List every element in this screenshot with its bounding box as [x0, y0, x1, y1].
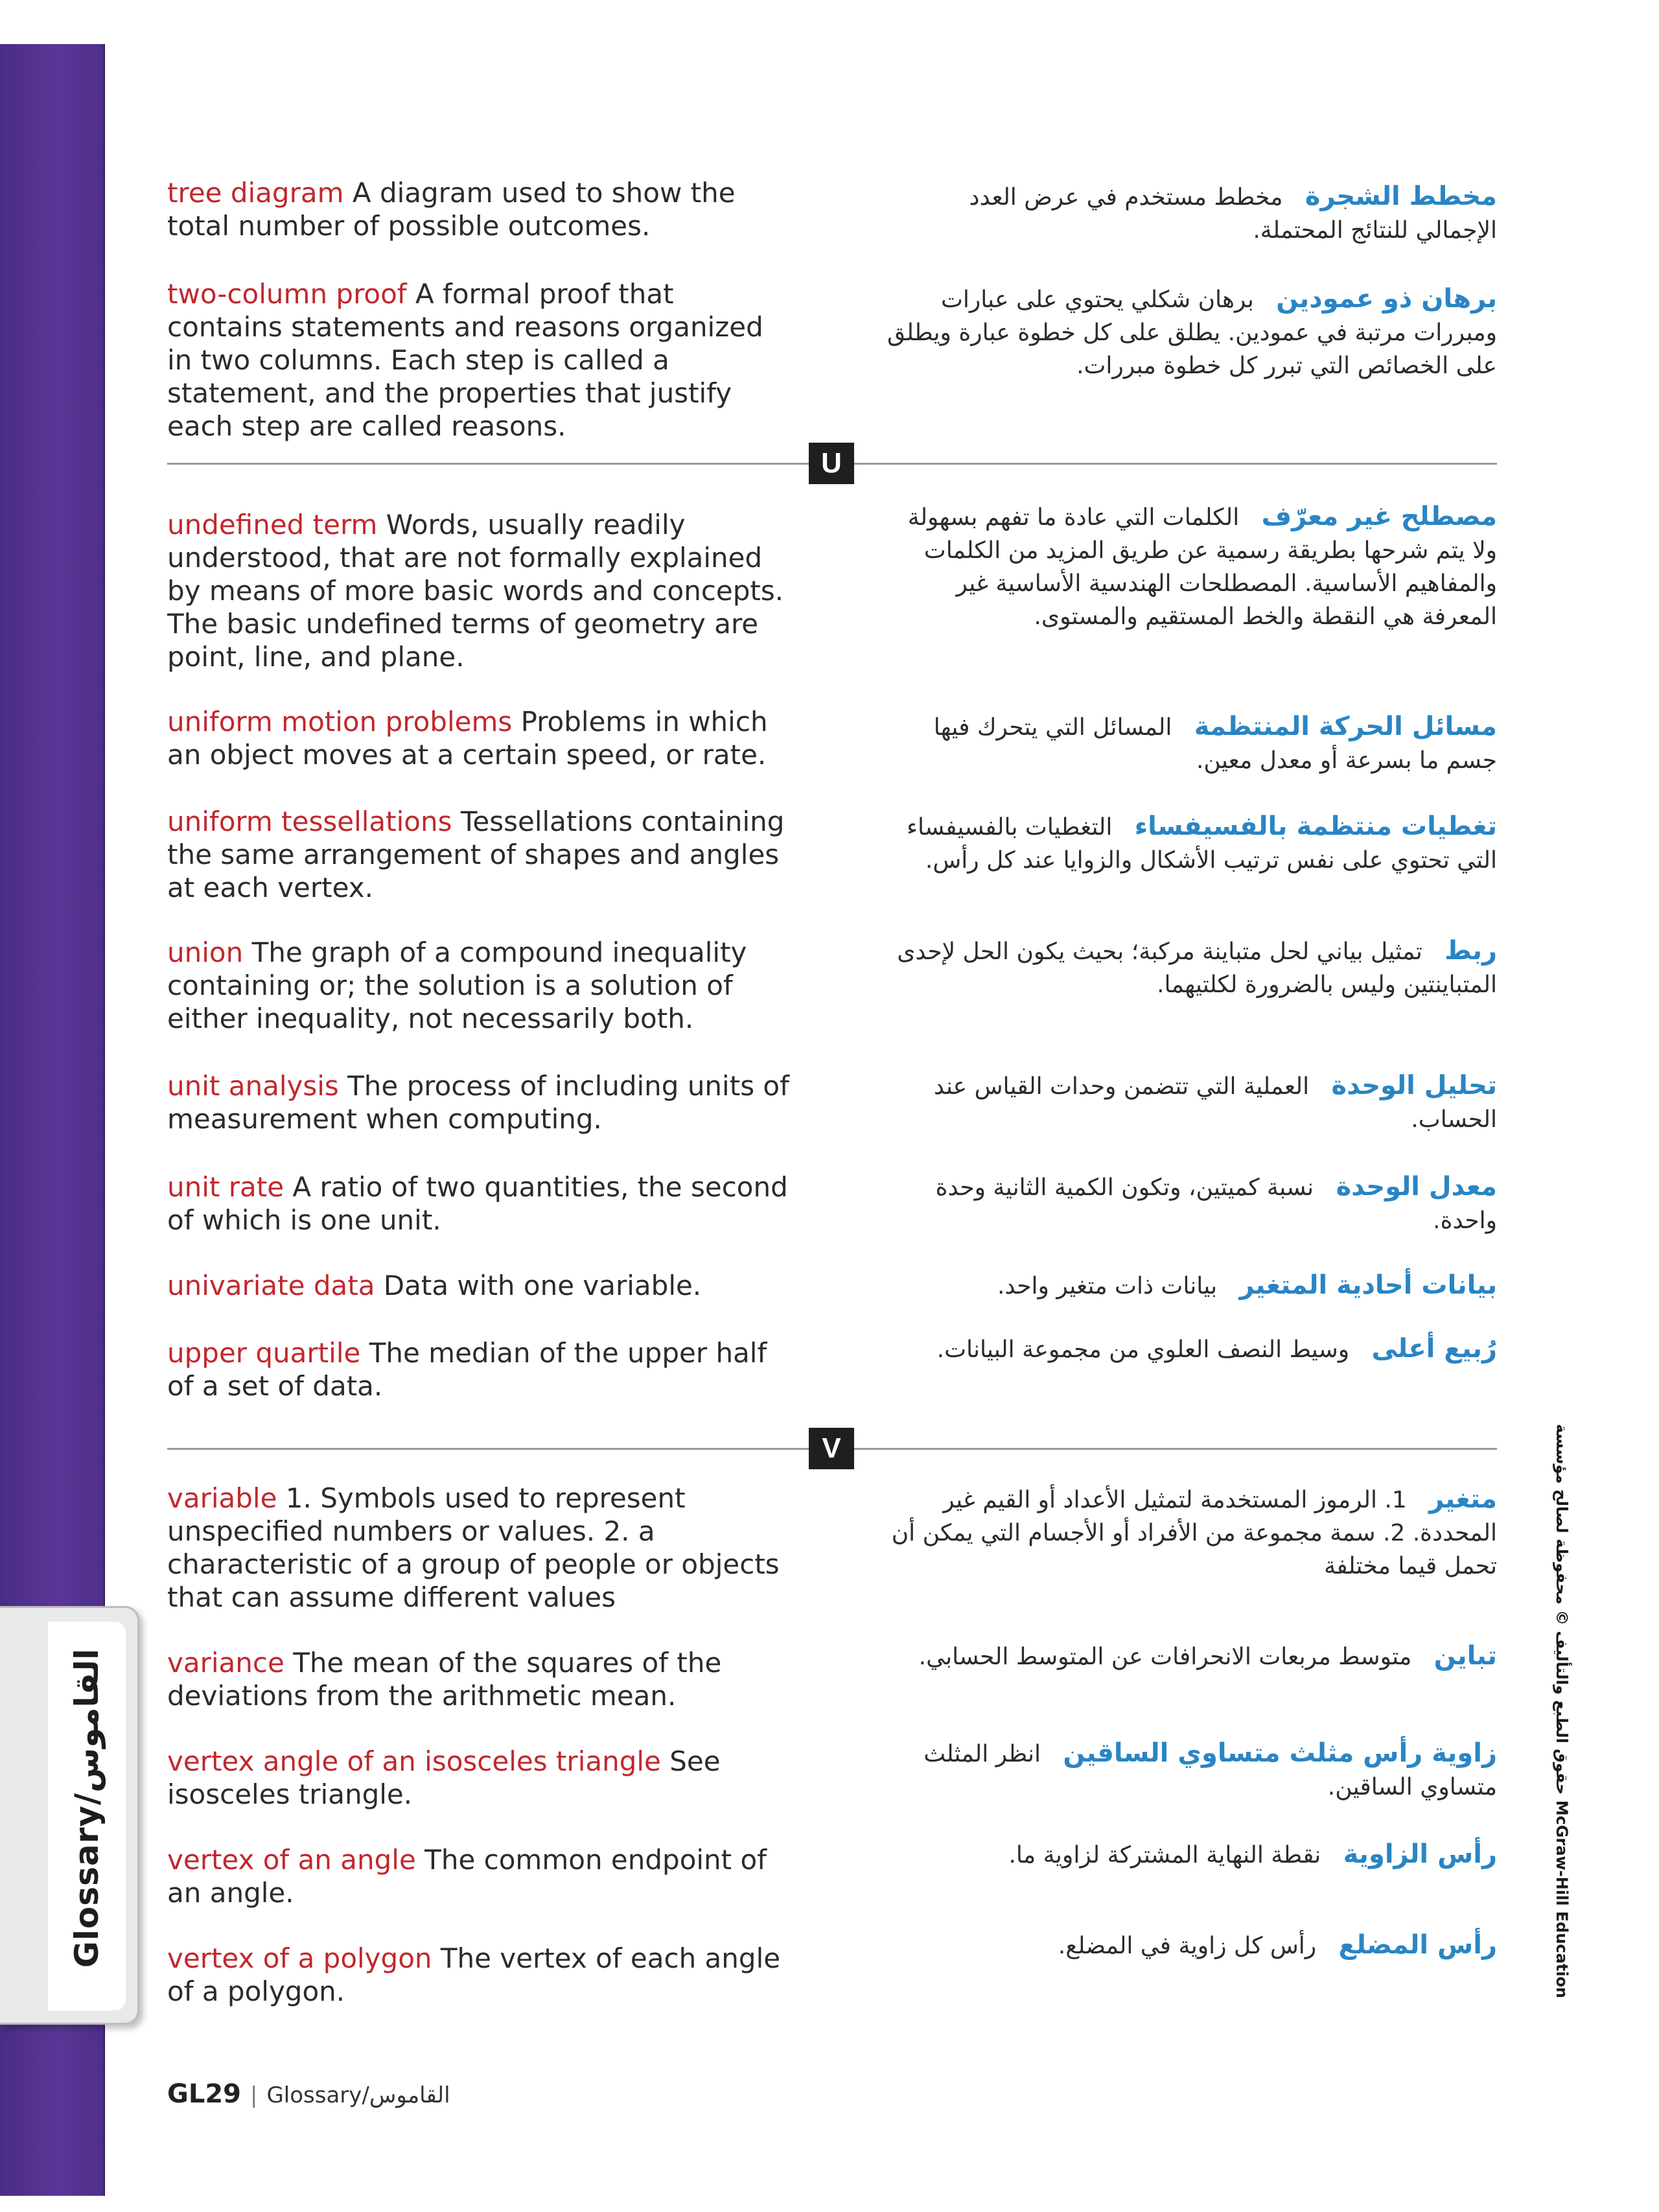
glossary-entry-en — [167, 1069, 796, 1135]
glossary-entry-en — [167, 1269, 796, 1302]
glossary-entry-ar — [881, 810, 1497, 877]
entry-term-ar: تحليل الوحدة — [1331, 1071, 1497, 1100]
entry-term: unit rate — [167, 1171, 284, 1203]
entry-definition: Tessellations containing the same arrangement of shapes and angles at each vertex. — [167, 806, 785, 903]
entry-definition-ar: برهان شكلي يحتوي على عبارات ومبررات مرتبة في عمودين. يطلق على كل خطوة عبارة ويطلق على الخصائص التي تبرر كل خطوة مبررات. — [887, 286, 1497, 379]
entry-term-ar: رأس المضلع — [1338, 1930, 1497, 1960]
glossary-entry-ar — [881, 1333, 1497, 1366]
entry-definition-ar: وسيط النصف العلوي من مجموعة البيانات. — [936, 1336, 1350, 1363]
glossary-entry-en — [167, 508, 796, 673]
glossary-entry-en — [167, 805, 796, 904]
entry-definition: A diagram used to show the total number of possible outcomes. — [167, 177, 736, 242]
entry-definition: The vertex of each angle of a polygon. — [167, 1942, 781, 2007]
entry-term-ar: رأس الزاوية — [1343, 1839, 1497, 1869]
entry-definition-ar: انظر المثلث متساوي الساقين. — [923, 1741, 1497, 1800]
entry-term-ar: بيانات أحادية المتغير — [1239, 1270, 1497, 1300]
glossary-entry-en — [167, 936, 796, 1035]
glossary-entry-en — [167, 277, 796, 443]
glossary-entry-ar — [881, 500, 1497, 633]
glossary-entry-ar — [881, 710, 1497, 777]
glossary-entry-en — [167, 1336, 796, 1403]
glossary-entry-ar — [881, 1929, 1497, 1962]
glossary-entry-ar — [881, 1737, 1497, 1804]
glossary-entry-ar — [881, 1640, 1497, 1673]
glossary-entry-en — [167, 1745, 796, 1811]
page-footer: GL29 | Glossary/القاموس — [167, 2079, 450, 2109]
entry-definition: The median of the upper half of a set of data. — [167, 1337, 767, 1402]
entry-term: two-column proof — [167, 278, 407, 310]
entry-definition: The common endpoint of an angle. — [167, 1844, 767, 1909]
entry-term-ar: معدل الوحدة — [1336, 1172, 1497, 1202]
glossary-entry-en — [167, 1942, 796, 2008]
glossary-entry-en — [167, 1482, 796, 1614]
entry-term-ar: ربط — [1444, 936, 1497, 966]
entry-term: unit analysis — [167, 1070, 339, 1102]
entry-definition: A formal proof that contains statements and reasons organized in two columns. Each step is called a statement, and the properties that justify each step are called reasons. — [167, 278, 763, 442]
entry-definition: See isosceles triangle. — [167, 1745, 721, 1810]
entry-term: uniform motion problems — [167, 706, 513, 738]
entry-definition-ar: الكلمات التي عادة ما تفهم بسهولة ولا يتم شرحها بطريقة رسمية عن طريق المزيد من الكلمات والمفاهيم الأساسية. المصطلحات الهندسية الأساسية غير المعرفة هي النقطة والخط المستقيم والمستوى. — [907, 504, 1497, 630]
entry-term: uniform tessellations — [167, 806, 452, 837]
entry-definition-ar: تمثيل بياني لحل متباينة مركبة؛ بحيث يكون الحل لإحدى المتباينتين وليس بالضرورة لكلتيهما. — [897, 938, 1497, 998]
entry-term: vertex of a polygon — [167, 1942, 432, 1974]
glossary-entry-ar — [881, 1170, 1497, 1237]
entry-term: univariate data — [167, 1270, 375, 1301]
entry-term-ar: تغطيات منتظمة بالفسيفساء — [1134, 811, 1497, 841]
glossary-entry-en — [167, 176, 796, 242]
entry-term: variable — [167, 1482, 277, 1514]
page-number: GL29 — [167, 2079, 241, 2109]
entry-definition-ar: نسبة كميتين، وتكون الكمية الثانية وحدة واحدة. — [935, 1174, 1497, 1234]
entry-definition: Data with one variable. — [383, 1270, 702, 1301]
entry-term-ar: مخطط الشجرة — [1305, 181, 1497, 211]
entry-definition: A ratio of two quantities, the second of which is one unit. — [167, 1171, 788, 1236]
entry-definition: The process of including units of measurement when computing. — [167, 1070, 789, 1135]
glossary-entry-ar — [881, 1483, 1497, 1583]
entry-definition-ar: نقطة النهاية المشتركة لزاوية ما. — [1008, 1842, 1321, 1869]
glossary-entry-ar — [881, 180, 1497, 247]
entry-definition: The mean of the squares of the deviations from the arithmetic mean. — [167, 1647, 722, 1712]
glossary-entry-ar — [881, 935, 1497, 1001]
entry-term-ar: متغير — [1429, 1484, 1497, 1514]
glossary-entry-ar — [881, 283, 1497, 382]
glossary-entry-ar — [881, 1069, 1497, 1136]
section-letter-v: V — [809, 1428, 854, 1469]
glossary-entry-en — [167, 1170, 796, 1237]
glossary-entry-ar — [881, 1838, 1497, 1872]
entry-term: vertex of an angle — [167, 1844, 416, 1876]
entry-term: union — [167, 937, 244, 968]
glossary-entry-en — [167, 705, 796, 771]
entry-term: vertex angle of an isosceles triangle — [167, 1745, 661, 1777]
entry-definition-ar: التغطيات بالفسيفساء التي تحتوي على نفس ترتيب الأشكال والزوايا عند كل رأس. — [907, 814, 1497, 874]
entry-term-ar: مسائل الحركة المنتظمة — [1194, 712, 1497, 741]
entry-definition: Problems in which an object moves at a certain speed, or rate. — [167, 706, 768, 771]
entry-definition-ar: 1. الرموز المستخدمة لتمثيل الأعداد أو القيم غير المحددة. 2. سمة مجموعة من الأفراد أو الأجسام التي يمكن أن تحمل قيما مختلفة — [891, 1487, 1497, 1579]
entry-definition-ar: بيانات ذات متغير واحد. — [997, 1273, 1218, 1299]
glossary-entry-en — [167, 1843, 796, 1909]
entry-term: undefined term — [167, 509, 378, 541]
copyright-notice: حقوق الطبع والتأليف © محفوظة لصالح مؤسسة McGraw-Hill Education — [1553, 1423, 1571, 1999]
entry-definition: The graph of a compound inequality containing or; the solution is a solution of either inequality, not necessarily both. — [167, 937, 747, 1034]
section-letter-u: U — [809, 443, 854, 484]
entry-definition: 1. Symbols used to represent unspecified numbers or values. 2. a characteristic of a group of people or objects that can assume different values — [167, 1482, 780, 1613]
entry-definition-ar: المسائل التي يتحرك فيها جسم ما بسرعة أو معدل معين. — [933, 714, 1497, 774]
footer-label: Glossary/القاموس — [266, 2082, 450, 2108]
entry-definition-ar: متوسط مربعات الانحرافات عن المتوسط الحسابي. — [918, 1644, 1412, 1670]
entry-definition-ar: رأس كل زاوية في المضلع. — [1058, 1933, 1317, 1959]
entry-definition: Words, usually readily understood, that are not formally explained by means of more basic words and concepts. The basic undefined terms of geometry are point, line, and plane. — [167, 509, 784, 673]
entry-definition-ar: مخطط مستخدم في عرض العدد الإجمالي للنتائج المحتملة. — [969, 184, 1497, 244]
entry-term-ar: زاوية رأس مثلث متساوي الساقين — [1063, 1738, 1497, 1768]
entry-term: upper quartile — [167, 1337, 361, 1369]
entry-term-ar: مصطلح غير معرّف — [1261, 502, 1497, 531]
entry-term-ar: برهان ذو عمودين — [1276, 284, 1497, 314]
entry-term: tree diagram — [167, 177, 344, 209]
glossary-entry-en — [167, 1646, 796, 1712]
entry-term-ar: رُبيع أعلى — [1371, 1334, 1497, 1364]
entry-term: variance — [167, 1647, 284, 1679]
entry-term-ar: تباين — [1433, 1641, 1497, 1671]
glossary-entry-ar — [881, 1269, 1497, 1303]
entry-definition-ar: العملية التي تتضمن وحدات القياس عند الحساب. — [933, 1073, 1497, 1133]
side-tab-label: Glossary/القاموس — [68, 1648, 106, 1968]
